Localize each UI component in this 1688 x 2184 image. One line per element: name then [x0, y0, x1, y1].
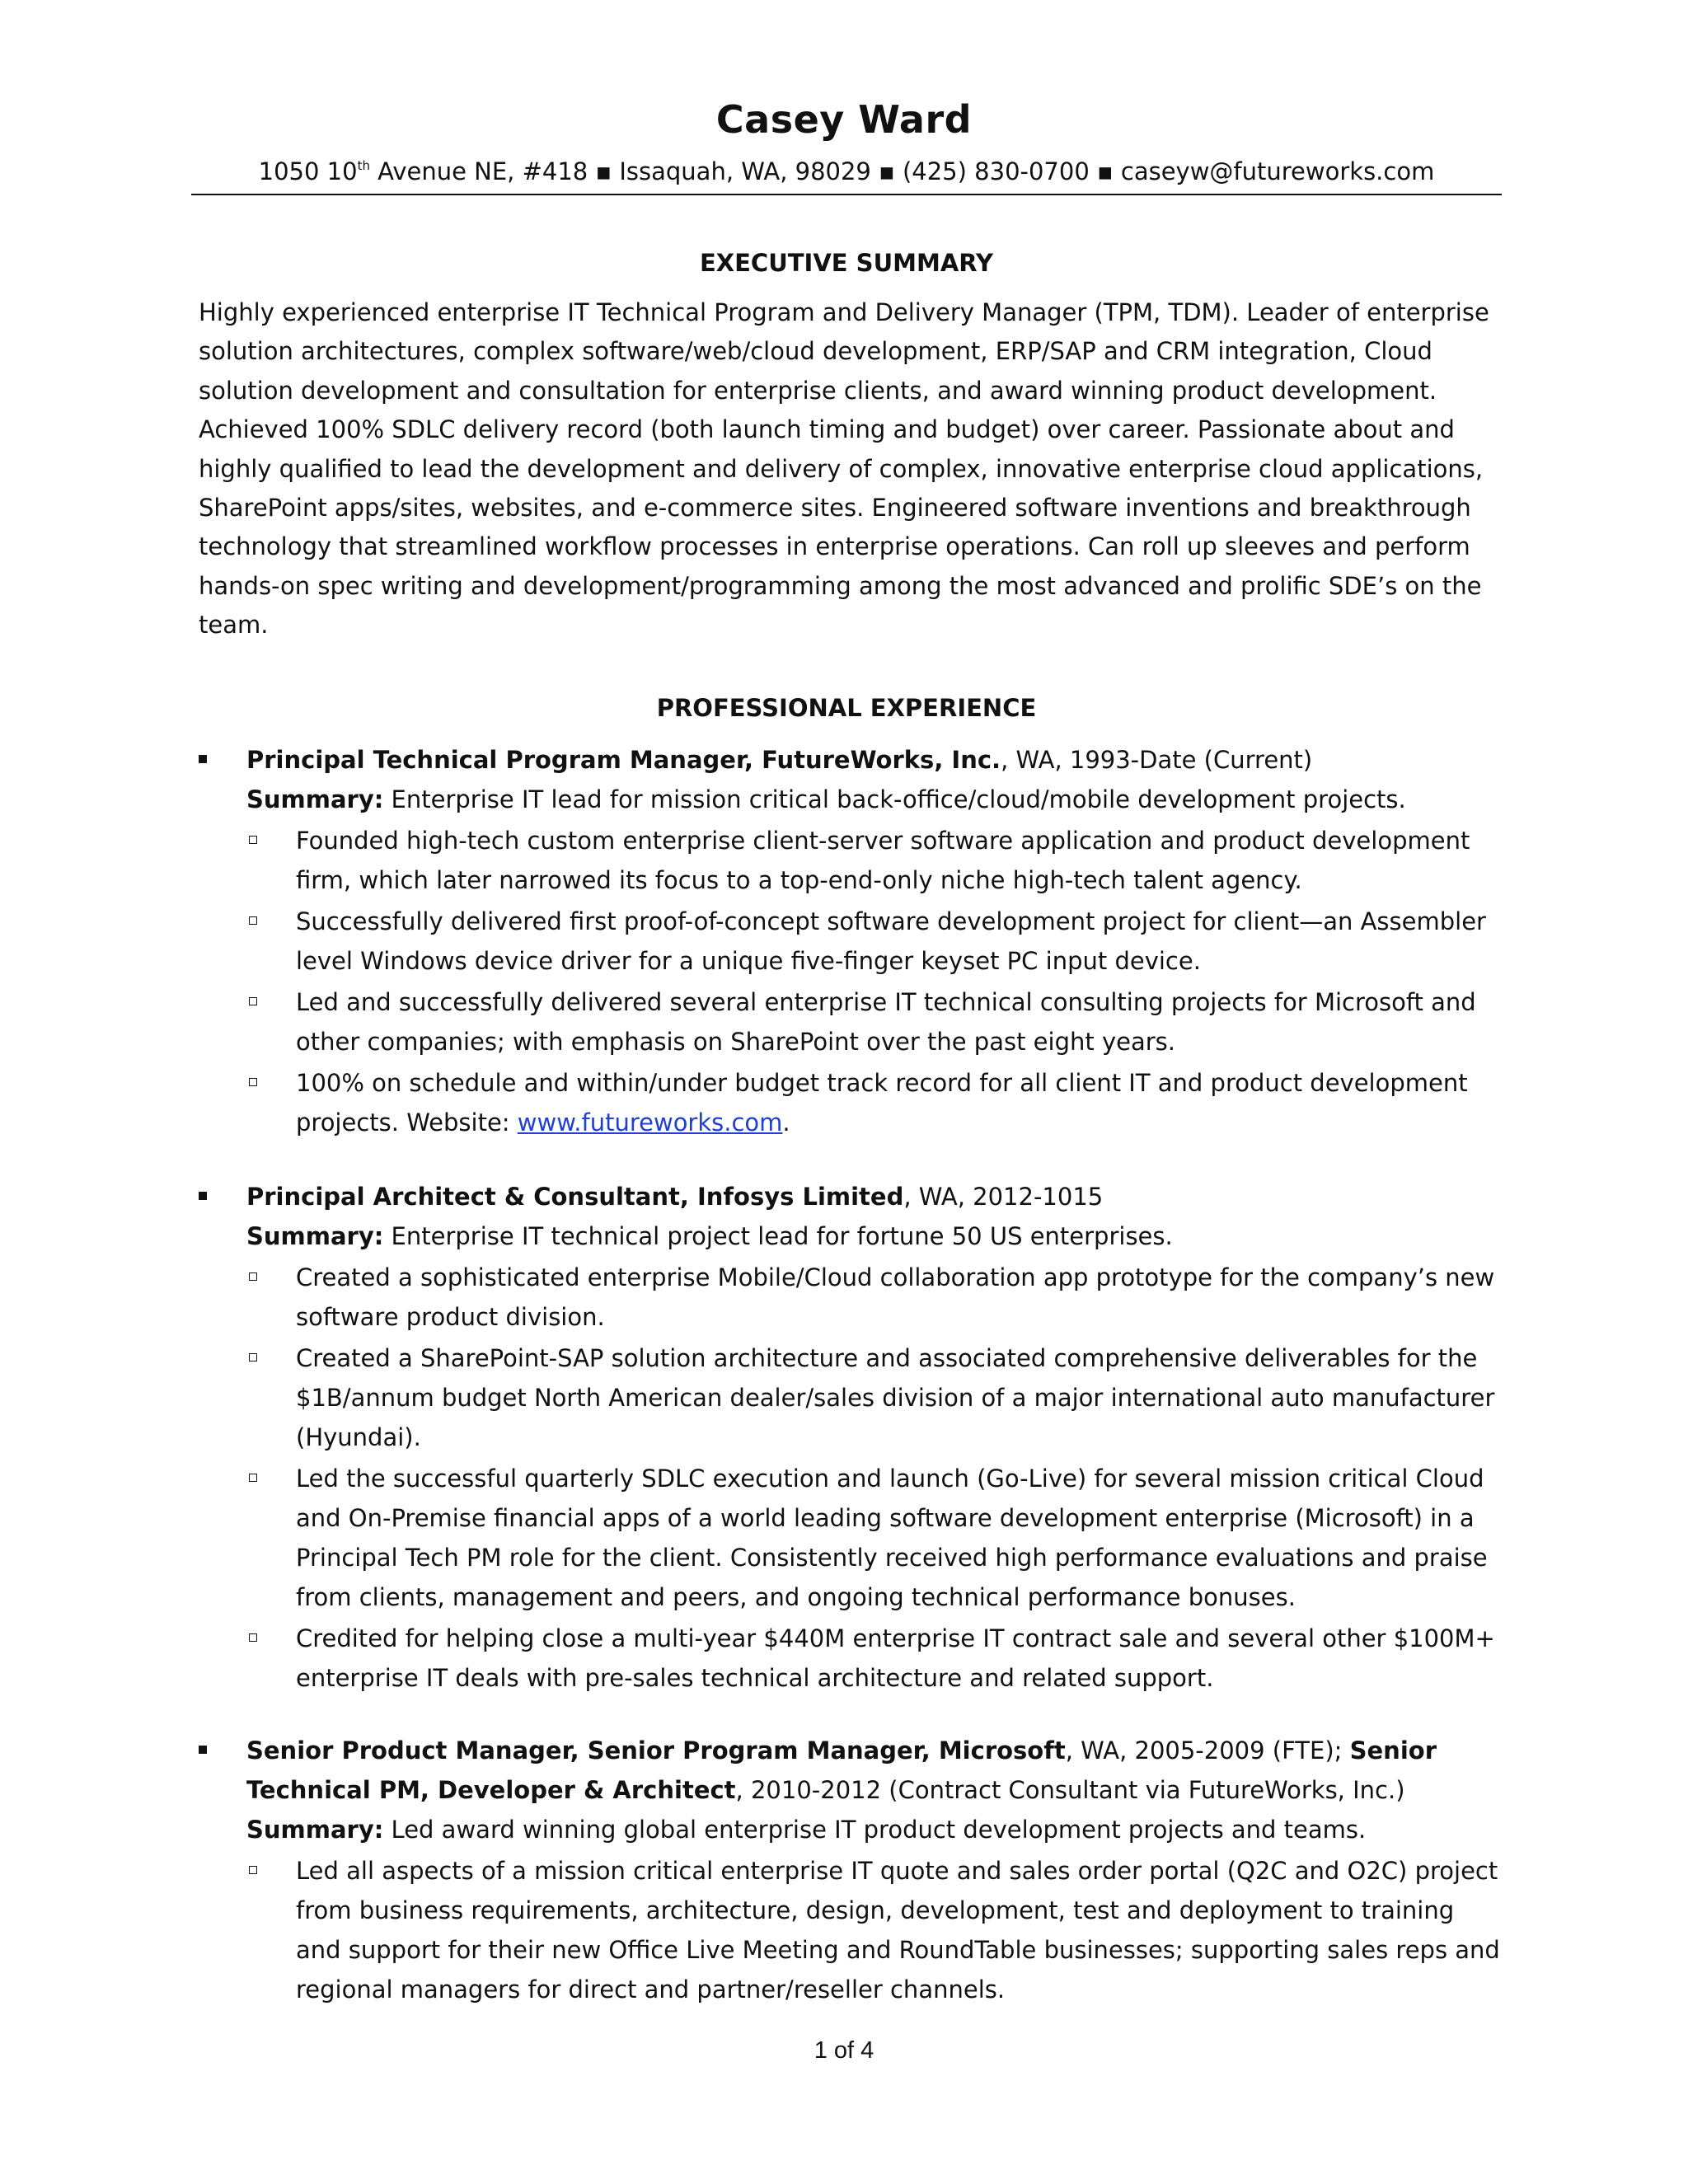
- job-meta: , WA, 2005-2009 (FTE);: [1065, 1736, 1350, 1765]
- job-heading: [199, 1177, 1501, 1216]
- list-item: [199, 1258, 1501, 1337]
- contact-line: [191, 157, 1502, 185]
- job-futureworks: [199, 740, 1501, 1142]
- list-item-suffix: .: [782, 1108, 790, 1137]
- job-role: Principal Technical Program Manager, FutureWorks, Inc.: [246, 746, 1001, 774]
- hollow-bullet-icon: [249, 1078, 257, 1086]
- hollow-bullet-icon: [249, 836, 257, 844]
- job-heading: [199, 1731, 1501, 1810]
- list-item-text: Credited for helping close a multi-year $440M enterprise IT contract sale and several other $100M+ enterprise IT deals with pre-sales technical architecture and related support.: [296, 1624, 1495, 1692]
- list-item-text: Successfully delivered first proof-of-concept software development project for client—an Assembler level Windows device driver for a unique five-finger keyset PC input device.: [296, 907, 1486, 975]
- job-summary: [199, 1810, 1501, 1849]
- hollow-bullet-icon: [249, 916, 257, 925]
- hollow-bullet-icon: [249, 1272, 257, 1281]
- job-infosys: [199, 1177, 1501, 1698]
- job-role-secondary: Senior Technical PM, Developer & Architect: [246, 1736, 1437, 1804]
- job-summary-text: Enterprise IT technical project lead for fortune 50 US enterprises.: [383, 1222, 1173, 1250]
- executive-summary-heading: EXECUTIVE SUMMARY: [699, 249, 994, 277]
- summary-label: Summary:: [246, 1222, 384, 1250]
- job-summary-text: Enterprise IT lead for mission critical back-office/cloud/mobile development projects.: [383, 785, 1406, 813]
- list-item: [199, 1851, 1501, 2009]
- job-heading: [199, 740, 1501, 780]
- contact-details: Avenue NE, #418 ▪ Issaquah, WA, 98029 ▪ (425) 830-0700 ▪ caseyw@futureworks.com: [369, 157, 1435, 185]
- executive-summary-text: Highly experienced enterprise IT Technical Program and Delivery Manager (TPM, TDM). Leader of enterprise solution architectures, complex software/web/cloud development, ERP/SAP and CRM integration, Cloud solution development and consultation for enterprise clients, and award winning product development. Achieved 100% SDLC delivery record (both launch timing and budget) over career. Passionate about and highly qualified to lead the development and delivery of complex, innovative enterprise cloud applications, SharePoint apps/sites, websites, and e-commerce sites. Engineered software inventions and breakthrough technology that streamlined workflow processes in enterprise operations. Can roll up sleeves and perform hands-on spec writing and development/programming among the most advanced and prolific SDE’s on the team.: [199, 298, 1489, 640]
- list-item: [199, 1063, 1501, 1142]
- job-role: Senior Product Manager, Senior Program Manager, Microsoft: [246, 1736, 1066, 1765]
- hollow-bullet-icon: [249, 1633, 257, 1642]
- website-link[interactable]: www.futureworks.com: [517, 1108, 783, 1137]
- address-number: 1050 10: [258, 157, 358, 185]
- job-microsoft: [199, 1731, 1501, 2009]
- list-item: [199, 982, 1501, 1062]
- list-item: [199, 821, 1501, 900]
- job-meta: , WA, 1993-Date (Current): [1001, 746, 1313, 774]
- candidate-name: Casey Ward: [715, 97, 973, 142]
- job-meta: , WA, 2012-1015: [903, 1183, 1104, 1211]
- summary-label: Summary:: [246, 785, 384, 813]
- list-item-text: Led and successfully delivered several enterprise IT technical consulting projects for Microsoft and other companies; with emphasis on SharePoint over the past eight years.: [296, 988, 1476, 1056]
- job-bullet-icon: [199, 1746, 207, 1754]
- list-item: [199, 1338, 1501, 1457]
- list-item-text: Founded high-tech custom enterprise client-server software application and product development firm, which later narrowed its focus to a top-end-only niche high-tech talent agency.: [296, 827, 1470, 894]
- list-item-text: Created a SharePoint-SAP solution architecture and associated comprehensive deliverables for the $1B/annum budget North American dealer/sales division of a major international auto manufacturer (Hyundai).: [296, 1344, 1495, 1451]
- job-bullet-icon: [199, 1192, 207, 1200]
- list-item-text: Led all aspects of a mission critical enterprise IT quote and sales order portal (Q2C and O2C) project from business requirements, architecture, design, development, test and deployment to training and support for their new Office Live Meeting and RoundTable businesses; supporting sales reps and regional managers for direct and partner/reseller channels.: [296, 1857, 1500, 2004]
- job-meta-secondary: , 2010-2012 (Contract Consultant via FutureWorks, Inc.): [735, 1776, 1405, 1804]
- summary-label: Summary:: [246, 1816, 384, 1844]
- list-item-text: Created a sophisticated enterprise Mobile/Cloud collaboration app prototype for the company’s new software product division.: [296, 1263, 1495, 1331]
- hollow-bullet-icon: [249, 1866, 257, 1874]
- professional-experience-heading: PROFESSIONAL EXPERIENCE: [656, 694, 1037, 722]
- job-summary-text: Led award winning global enterprise IT product development projects and teams.: [383, 1816, 1367, 1844]
- address-ordinal: th: [357, 158, 370, 173]
- job-role: Principal Architect & Consultant, Infosys Limited: [246, 1183, 904, 1211]
- hollow-bullet-icon: [249, 1474, 257, 1482]
- job-summary: [199, 1216, 1501, 1256]
- list-item: [199, 1619, 1501, 1698]
- page-number: 1 of 4: [814, 2037, 874, 2064]
- list-item: [199, 1459, 1501, 1617]
- hollow-bullet-icon: [249, 997, 257, 1005]
- header-divider: [191, 194, 1502, 195]
- list-item-text: 100% on schedule and within/under budget track record for all client IT and product development projects. Website:: [296, 1069, 1468, 1137]
- list-item: [199, 902, 1501, 981]
- list-item-text: Led the successful quarterly SDLC execution and launch (Go-Live) for several mission critical Cloud and On-Premise financial apps of a world leading software development enterprise (Microsoft) in a Principal Tech PM role for the client. Consistently received high performance evaluations and praise from clients, management and peers, and ongoing technical performance bonuses.: [296, 1465, 1488, 1611]
- job-summary: [199, 780, 1501, 819]
- hollow-bullet-icon: [249, 1353, 257, 1361]
- job-bullet-icon: [199, 755, 207, 763]
